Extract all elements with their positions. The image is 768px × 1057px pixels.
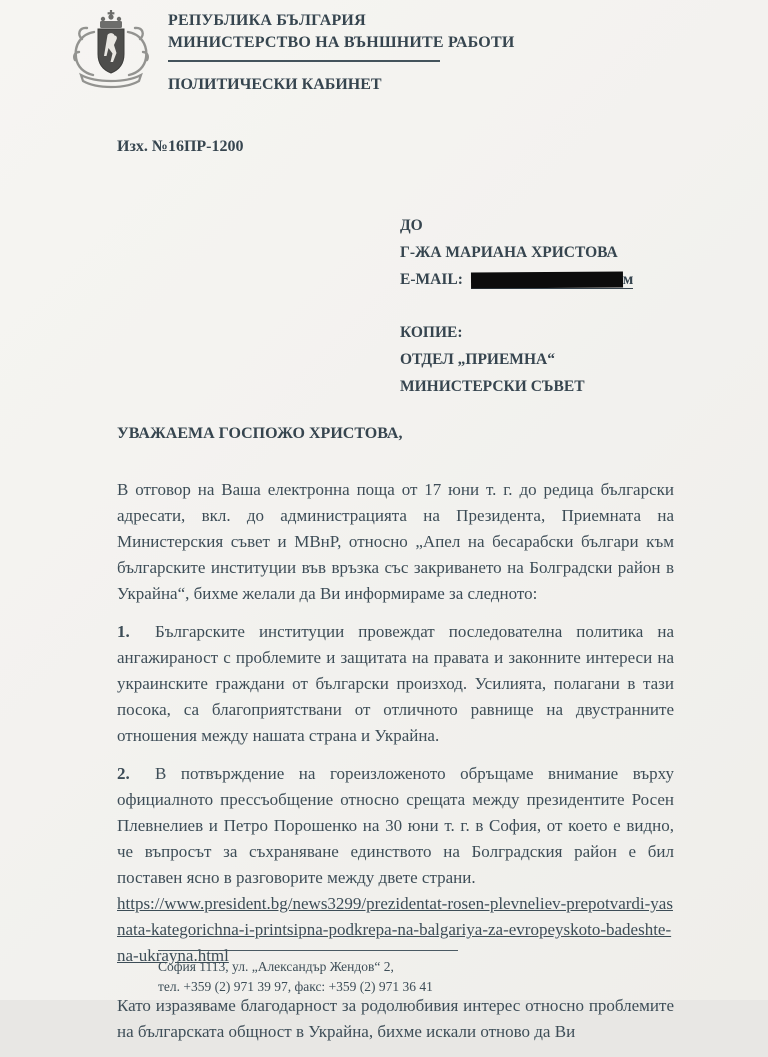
email-visible-suffix: м [622,271,634,288]
intro-paragraph: В отговор на Ваша електронна поща от 17 юни т. г. до редица български адресати, вкл. до администрацията на Президента, Приемната на Министерския съвет и МВнР, относно „Апел на бесарабски българи към българските институции във връзка със закриването на Болградски район в Украйна“, бихме желали да Ви информираме за следното: [117,480,674,603]
redacted-email [471,272,634,289]
ministry-name: МИНИСТЕРСТВО НА ВЪНШНИТЕ РАБОТИ [168,34,515,51]
numbered-paragraph-2 [117,761,674,891]
letterhead-divider [168,60,440,62]
outgoing-ref-number: Изх. №16ПР-1200 [117,138,244,155]
letterhead [168,10,708,62]
paragraph-number: 1. [117,622,130,641]
department-name: ПОЛИТИЧЕСКИ КАБИНЕТ [168,76,382,93]
recipient-email-line [400,266,633,293]
bulgaria-coat-of-arms-icon [60,6,162,96]
closing-paragraph: Като изразяваме благодарност за родолюбивия интерес относно проблемите на българската общност в Украйна, бихме искали отново да Ви [117,996,674,1041]
copy-block [400,319,585,400]
numbered-paragraph-1 [117,619,674,749]
salutation: УВАЖАЕМА ГОСПОЖО ХРИСТОВА, [117,425,403,442]
president-news-link[interactable]: https://www.president.bg/news3299/prezidentat-rosen-plevneliev-prepotvardi-yasnata-kategorichna-i-printsipna-podkrepa-na-balgariya-za-evropeyskoto-badeshte-na-ukrayna.html [117,894,673,965]
paragraph-text: В потвърждение на гореизложеното обръщаме внимание върху официалното прессъобщение относно срещата между президентите Росен Плевнелиев и Петро Порошенко на 30 юни т. г. в София, от което е видно, че въпросът за съхраняване единството на Болградския район е бил поставен ясно в разговорите между двете страни. [117,764,674,887]
recipient-block [400,212,633,293]
footer-block [158,950,618,997]
copy-line: МИНИСТЕРСКИ СЪВЕТ [400,378,585,395]
redaction-bar [471,272,623,289]
recipient-name: Г-ЖА МАРИАНА ХРИСТОВА [400,244,618,261]
email-label: E-MAIL: [400,271,463,288]
copy-line: ОТДЕЛ „ПРИЕМНА“ [400,351,555,368]
paragraph-text: Българските институции провеждат последователна политика на ангажираност с проблемите и защитата на правата и законните интереси на украинските граждани от български произход. Усилията, полагани в тази посока, са благоприятствани от отличното равнище на двустранните отношения между нашата страна и Украйна. [117,622,674,745]
footer-address: София 1113, ул. „Александър Жендов“ 2, [158,959,394,974]
footer-divider [158,950,458,951]
copy-label: КОПИЕ: [400,324,463,341]
footer-contacts: тел. +359 (2) 971 39 97, факс: +359 (2) 971 36 41 [158,979,433,994]
recipient-to-label: ДО [400,217,423,234]
country-name: РЕПУБЛИКА БЪЛГАРИЯ [168,12,366,29]
paragraph-number: 2. [117,764,130,783]
